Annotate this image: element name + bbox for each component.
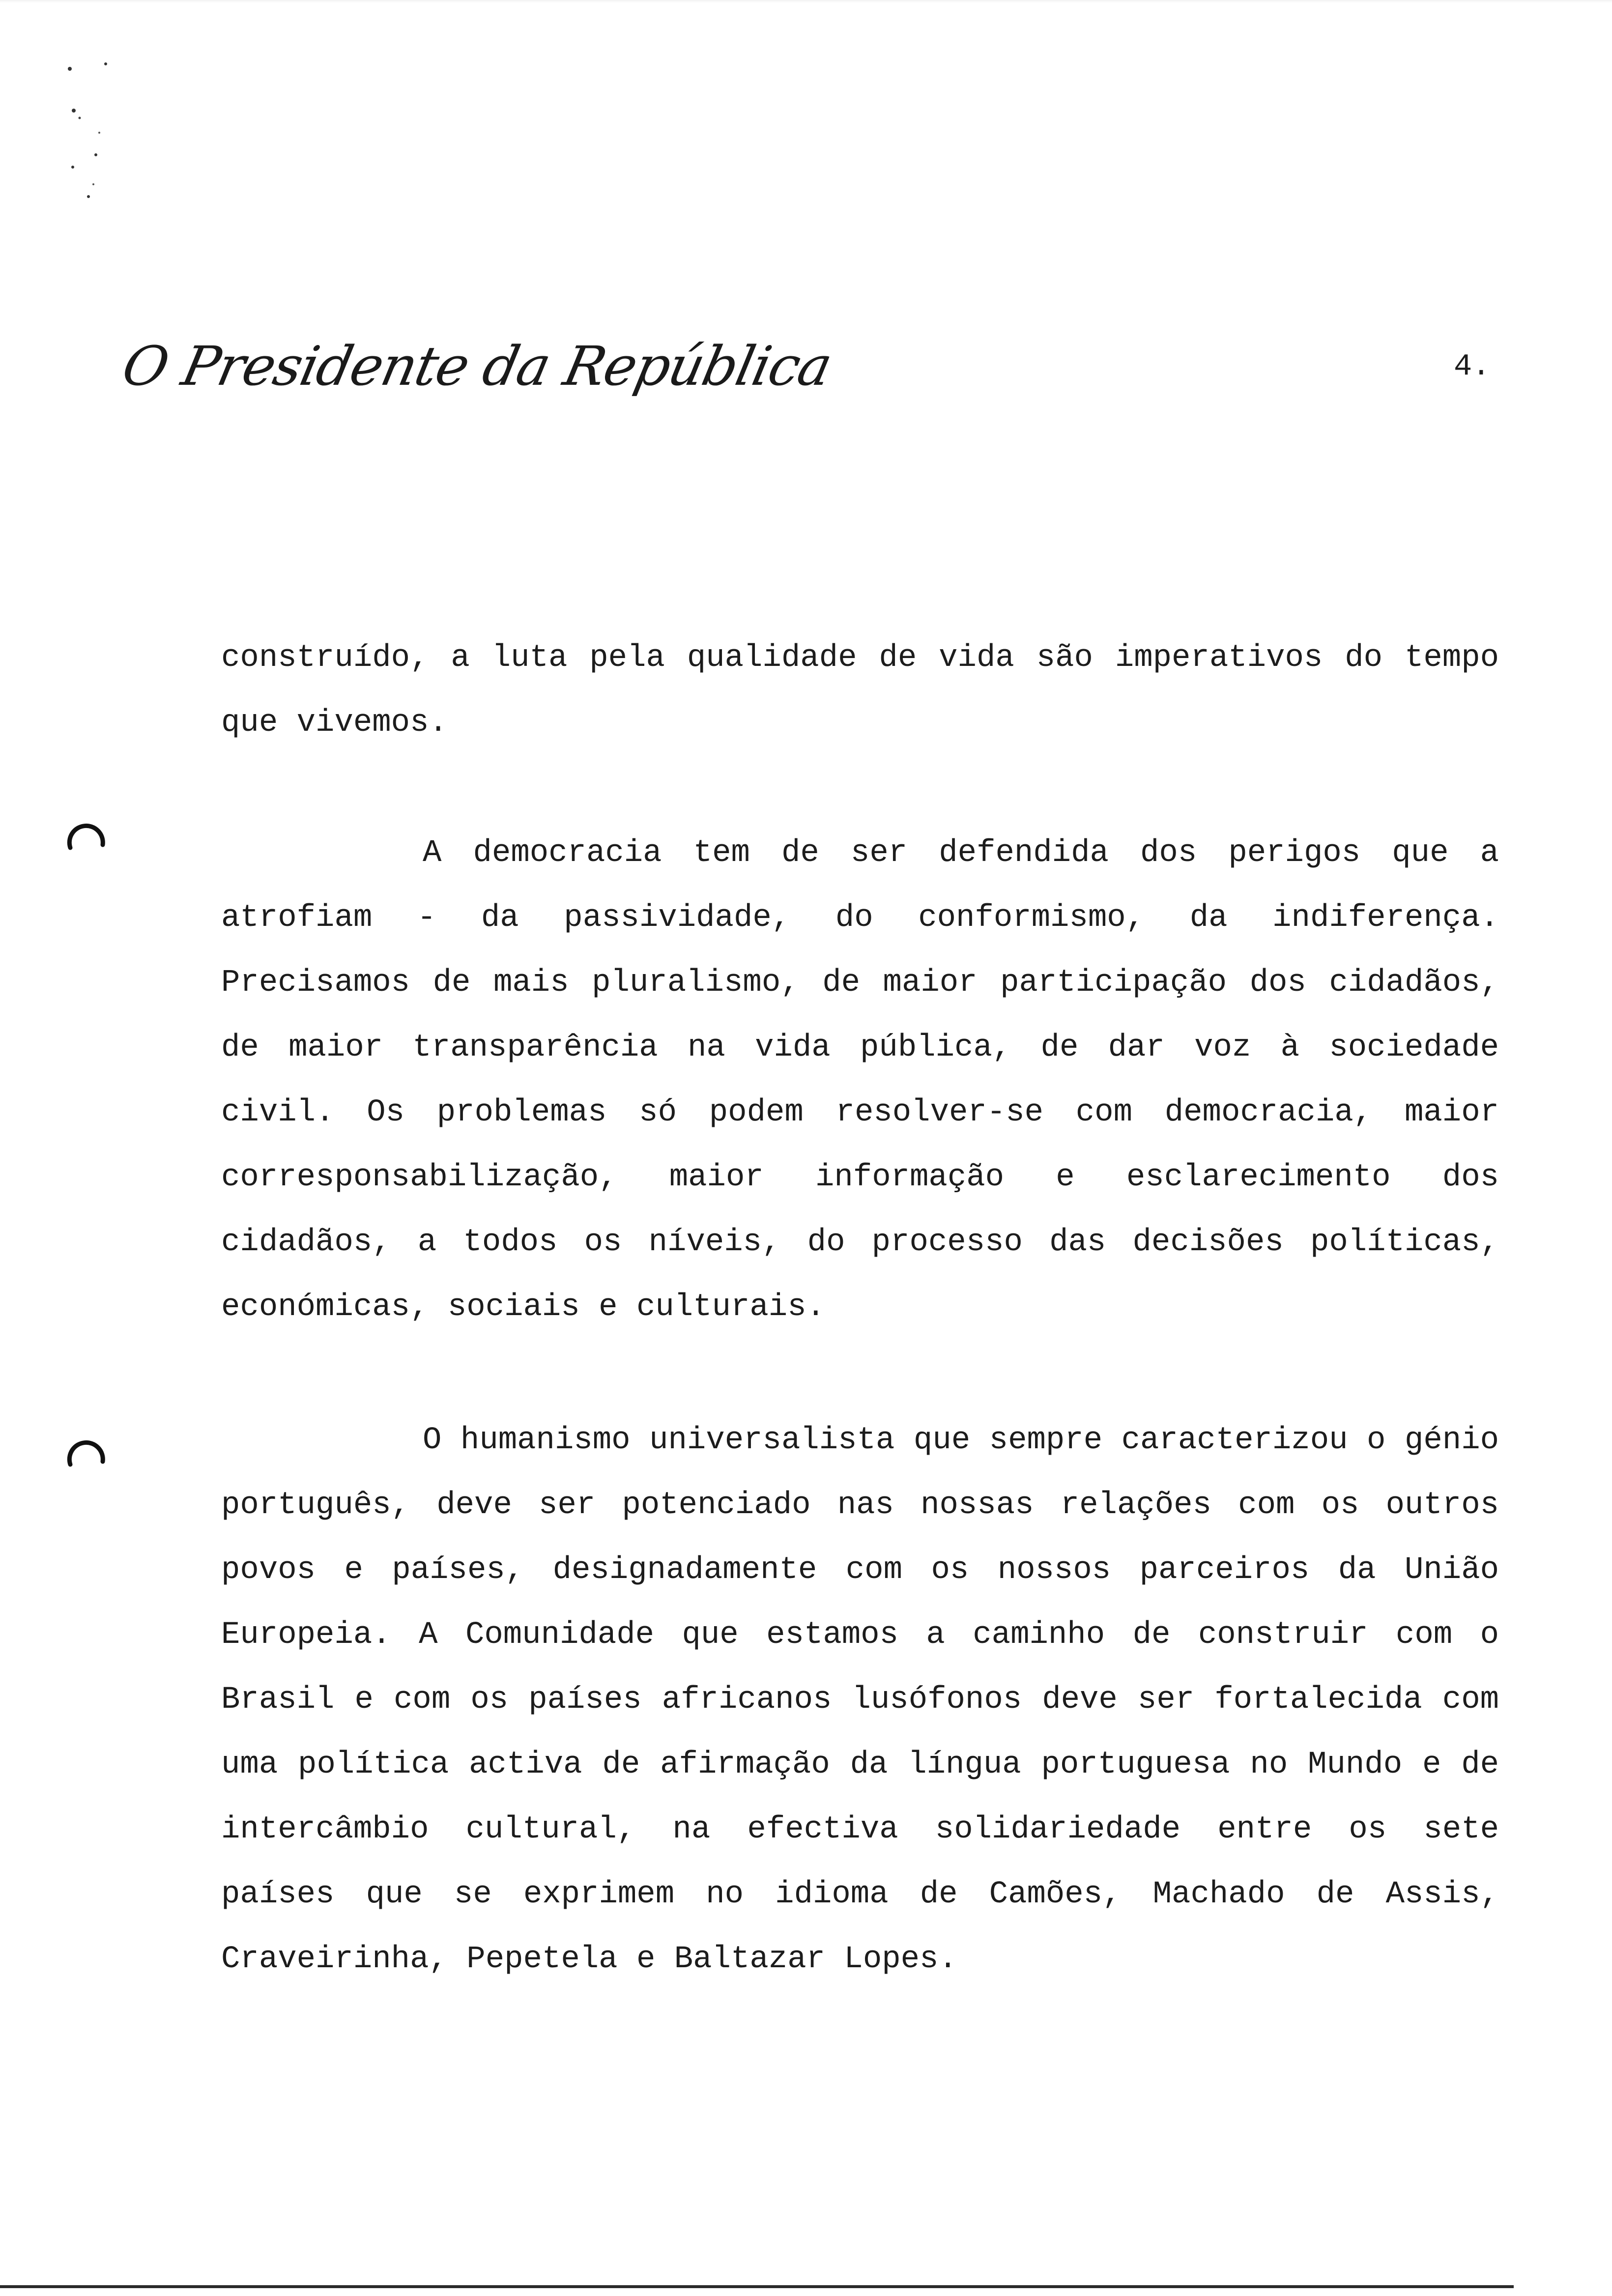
- punch-hole-mark: [66, 1430, 107, 1470]
- page-top-edge: [0, 0, 1612, 3]
- punch-hole-mark: [66, 813, 107, 854]
- page-number: 4.: [1454, 349, 1491, 384]
- letterhead-title: O Presidente da República: [117, 335, 837, 398]
- page-bottom-rule: [0, 2285, 1514, 2288]
- paragraph-continuation: construído, a luta pela qualidade de vida são imperativos do tempo que vivemos.: [221, 640, 1499, 741]
- paragraph-democracy: A democracia tem de ser defendida dos perigos que a atrofiam - da passividade, do conformismo, da indiferença. Precisamos de mais pluralismo, de maior participação dos cidadãos, de maior transparência na vida pública, de dar voz à sociedade civil. Os problemas só podem resolver-se com democracia, maior corresponsabilização, maior informação e esclarecimento dos cidadãos, a todos os níveis, do processo das decisões políticas, económicas, sociais e culturais.: [221, 835, 1499, 1325]
- paragraph-humanism: O humanismo universalista que sempre caracterizou o génio português, deve ser potenciado nas nossas relações com os outros povos e países, designadamente com os nossos parceiros da União Europeia. A Comunidade que estamos a caminho de construir com o Brasil e com os países africanos lusófonos deve ser fortalecida com uma política activa de afirmação da língua portuguesa no Mundo e de intercâmbio cultural, na efectiva solidariedade entre os sete países que se exprimem no idioma de Camões, Machado de Assis, Craveirinha, Pepetela e Baltazar Lopes.: [221, 1423, 1499, 1977]
- scan-specks: [59, 54, 133, 211]
